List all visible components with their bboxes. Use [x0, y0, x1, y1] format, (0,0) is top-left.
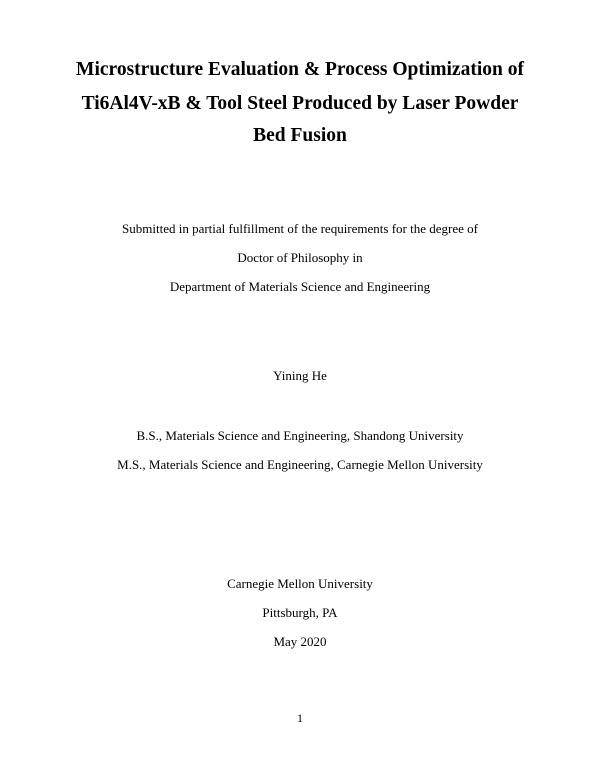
submission-statement: Submitted in partial fulfillment of the requirements for the degree of: [122, 221, 478, 236]
author-name: Yining He: [273, 368, 327, 383]
degree-name: Doctor of Philosophy in: [237, 250, 363, 265]
institution-name: Carnegie Mellon University: [227, 576, 373, 591]
institution-location: Pittsburgh, PA: [262, 605, 338, 620]
page-number: 1: [297, 711, 303, 725]
thesis-title-line-1: Microstructure Evaluation & Process Optimization of: [76, 59, 524, 80]
thesis-title-line-2: Ti6Al4V-xB & Tool Steel Produced by Laser Powder: [81, 93, 519, 114]
department-name: Department of Materials Science and Engineering: [169, 279, 431, 294]
thesis-title-line-3: Bed Fusion: [253, 125, 347, 146]
bs-credential: B.S., Materials Science and Engineering, Shandong University: [136, 428, 464, 443]
submission-date: May 2020: [273, 634, 327, 649]
ms-credential: M.S., Materials Science and Engineering, Carnegie Mellon University: [117, 457, 483, 472]
